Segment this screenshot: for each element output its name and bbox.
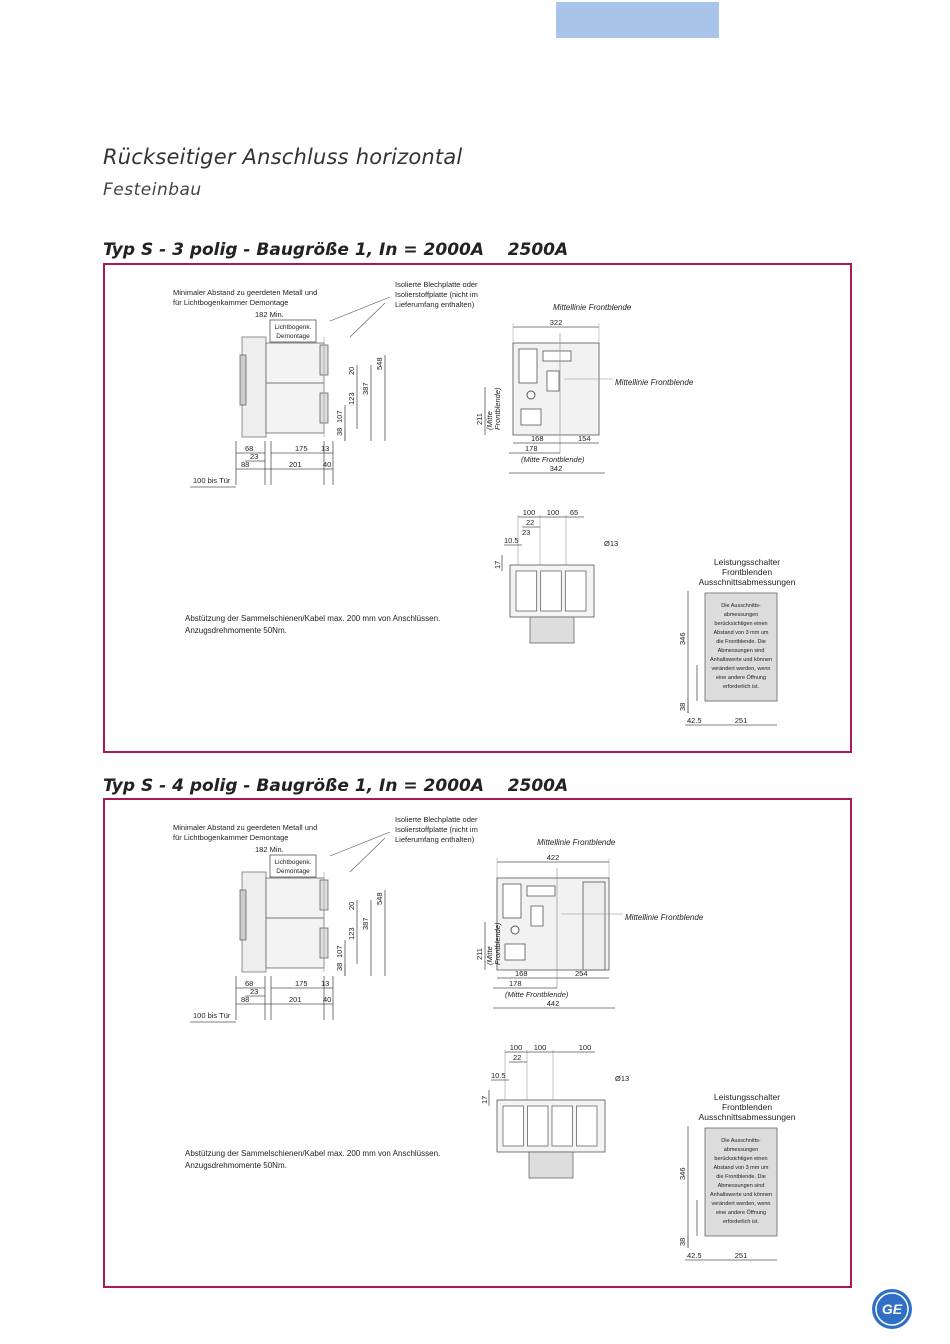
cutout-text: verändert werden, wenn — [711, 1201, 771, 1207]
cutout-title: Ausschnittsabmessungen — [698, 577, 796, 587]
dimension-label: 100 — [509, 1043, 523, 1052]
rear-terminal — [541, 571, 562, 611]
dimension-line — [330, 297, 390, 321]
dimension-label: 42.5 — [687, 1251, 702, 1260]
dimension-label: 42.5 — [687, 716, 702, 725]
cutout-text: berücksichtigen einen — [714, 621, 768, 627]
dimension-label: 548 — [375, 357, 384, 370]
dimension-label: 251 — [734, 1251, 748, 1260]
dimension-label: Ø13 — [615, 1074, 630, 1083]
dimension-label: 38 — [678, 1237, 687, 1246]
plate-note: Isolierte Blechplatte oder — [395, 280, 478, 289]
dimension-label: Frontblende) — [493, 922, 502, 965]
dimension-label: Lichtbogenk. — [274, 324, 312, 331]
cutout-text: verändert werden, wenn — [711, 666, 771, 672]
breaker-side-body — [266, 343, 324, 433]
cutout-text: die Frontblende. Die — [716, 639, 766, 645]
cutout-text: abmessungen — [723, 1147, 759, 1153]
rear-terminal — [528, 1106, 549, 1146]
dimension-label: 107 — [335, 410, 344, 423]
dimension-label: 387 — [361, 917, 370, 930]
dimension-label: 342 — [549, 464, 563, 473]
dimension-label: 107 — [335, 945, 344, 958]
front-switch — [531, 906, 543, 926]
dimension-label: 100 — [522, 508, 536, 517]
page-subtitle: Festeinbau — [103, 180, 202, 200]
dimension-label: 178 — [525, 444, 538, 453]
dimension-label: 17 — [480, 1095, 489, 1104]
front-display — [503, 884, 521, 918]
cutout-title: Frontblenden — [721, 1102, 773, 1112]
dimension-label: 13 — [321, 979, 330, 988]
front-fourth-pole — [583, 882, 605, 970]
dimension-label: 211 — [475, 413, 484, 425]
dimension-label: 182 Min. — [255, 845, 284, 854]
dimension-label: Frontblende) — [493, 387, 502, 430]
dimension-label: 548 — [375, 892, 384, 905]
plate-note: Isolierstoffplatte (nicht im — [395, 290, 478, 299]
front-button-row — [543, 351, 571, 361]
dimension-label: 38 — [678, 702, 687, 711]
dimension-label: 100 — [533, 1043, 547, 1052]
plate-note: Isolierte Blechplatte oder — [395, 815, 478, 824]
dimension-line — [350, 303, 385, 337]
dimension-label: 88 — [241, 460, 250, 469]
cutout-text: erforderlich ist. — [722, 684, 760, 690]
dimension-label: 88 — [241, 995, 250, 1004]
dimension-label: (Mitte — [485, 411, 494, 430]
breaker-side-handle — [240, 355, 246, 405]
cutout-text: Abstand von 3 mm um — [713, 1165, 769, 1171]
cutout-text: Anhaltswerte und können — [709, 657, 773, 663]
dimension-label: 38 — [335, 962, 344, 971]
dimension-label: 211 — [475, 948, 484, 960]
rear-base — [529, 1152, 573, 1178]
rear-terminal — [577, 1106, 598, 1146]
dimension-label: 251 — [734, 716, 748, 725]
cutout-text: erforderlich ist. — [722, 1219, 760, 1225]
section-title-3pole: Typ S - 3 polig - Baugröße 1, In = 2000A 2500A — [103, 240, 569, 260]
dimension-label: 100 — [546, 508, 560, 517]
cutout-title: Leistungsschalter — [713, 1092, 781, 1102]
cutout-text: Die Ausschnitts- — [721, 603, 761, 609]
cutout-text: Abmessungen sind — [717, 648, 765, 654]
front-view-title: Mittellinie Frontblende — [537, 838, 616, 847]
plate-note: Lieferumfang enthalten) — [395, 300, 475, 309]
side-note: Minimaler Abstand zu geerdeten Metall und — [173, 288, 318, 297]
dimension-label: 65 — [569, 508, 579, 517]
rear-terminal — [503, 1106, 524, 1146]
dimension-label: 20 — [347, 366, 356, 375]
breaker-side-handle — [240, 890, 246, 940]
dimension-label: Ø13 — [604, 539, 619, 548]
dimension-label: 175 — [295, 444, 308, 453]
dimension-label: (Mitte — [485, 946, 494, 965]
logo-text: GE — [881, 1301, 903, 1317]
page-title: Rückseitiger Anschluss horizontal — [103, 145, 463, 169]
side-note: Minimaler Abstand zu geerdeten Metall und — [173, 823, 318, 832]
dimension-label: 123 — [347, 927, 356, 940]
dimension-label: 422 — [546, 853, 560, 862]
front-knob — [511, 926, 519, 934]
dimension-label: 68 — [245, 979, 254, 988]
rear-terminal — [516, 571, 537, 611]
side-note: für Lichtbogenkammer Demontage — [173, 298, 289, 307]
front-knob — [527, 391, 535, 399]
dimension-label: 168 — [515, 969, 528, 978]
cutout-text: Die Ausschnitts- — [721, 1138, 761, 1144]
door-label: 100 bis Tür — [193, 476, 231, 485]
dimension-label: 40 — [323, 995, 332, 1004]
front-switch — [547, 371, 559, 391]
dimension-label: (Mitte Frontblende) — [521, 455, 585, 464]
centerline-label: Mittellinie Frontblende — [625, 913, 704, 922]
dimension-label: Demontage — [276, 333, 310, 340]
dimension-label: 22 — [513, 1053, 522, 1062]
centerline-label: Mittellinie Frontblende — [615, 378, 694, 387]
cutout-text: Anhaltswerte und können — [709, 1192, 773, 1198]
dimension-line — [350, 838, 385, 872]
dimension-label: 182 Min. — [255, 310, 284, 319]
front-plate — [521, 409, 541, 425]
front-view-title: Mittellinie Frontblende — [553, 303, 632, 312]
cutout-text: Abstand von 3 mm um — [713, 630, 769, 636]
side-note: für Lichtbogenkammer Demontage — [173, 833, 289, 842]
dimension-label: 178 — [509, 979, 522, 988]
dimension-label: 123 — [347, 392, 356, 405]
dimension-label: 38 — [335, 427, 344, 436]
dimension-label: 346 — [678, 632, 687, 645]
cutout-title: Ausschnittsabmessungen — [698, 1112, 796, 1122]
torque-note: Anzugsdrehmomente 50Nm. — [185, 626, 287, 635]
dimension-label: 23 — [522, 528, 531, 537]
dimension-label: 442 — [546, 999, 560, 1008]
dimension-label: 17 — [493, 560, 502, 569]
rear-terminal — [552, 1106, 573, 1146]
drawing-frame-4pole — [103, 798, 852, 1288]
header-tab — [556, 2, 719, 38]
cutout-text: Abmessungen sind — [717, 1183, 765, 1189]
dimension-label: 254 — [575, 969, 588, 978]
dimension-label: 346 — [678, 1167, 687, 1180]
dimension-label: 168 — [531, 434, 544, 443]
dimension-label: Demontage — [276, 868, 310, 875]
ge-logo-icon — [870, 1287, 914, 1331]
breaker-side-body — [266, 878, 324, 968]
dimension-label: Lichtbogenk. — [274, 859, 312, 866]
dimension-label: 23 — [250, 452, 259, 461]
cutout-text: abmessungen — [723, 612, 759, 618]
dimension-line — [330, 832, 390, 856]
cutout-text: eine andere Öffnung — [715, 1210, 767, 1216]
torque-note: Anzugsdrehmomente 50Nm. — [185, 1161, 287, 1170]
plate-note: Lieferumfang enthalten) — [395, 835, 475, 844]
cutout-title: Frontblenden — [721, 567, 773, 577]
rear-base — [530, 617, 574, 643]
front-display — [519, 349, 537, 383]
dimension-label: 22 — [526, 518, 535, 527]
dimension-label: 322 — [549, 318, 563, 327]
front-button-row — [527, 886, 555, 896]
dimension-label: 40 — [323, 460, 332, 469]
cutout-text: eine andere Öffnung — [715, 675, 767, 681]
door-label: 100 bis Tür — [193, 1011, 231, 1020]
support-note: Abstützung der Sammelschienen/Kabel max. 200 mm von Anschlüssen. — [185, 614, 441, 623]
dimension-label: (Mitte Frontblende) — [505, 990, 569, 999]
support-note: Abstützung der Sammelschienen/Kabel max. 200 mm von Anschlüssen. — [185, 1149, 441, 1158]
dimension-label: 23 — [250, 987, 259, 996]
section-title-4pole: Typ S - 4 polig - Baugröße 1, In = 2000A 2500A — [103, 776, 569, 796]
cutout-text: berücksichtigen einen — [714, 1156, 768, 1162]
front-plate — [505, 944, 525, 960]
dimension-label: 154 — [578, 434, 591, 443]
dimension-label: 201 — [289, 995, 302, 1004]
drawing-frame-3pole — [103, 263, 852, 753]
drawing-svg — [105, 800, 850, 1286]
dimension-label: 201 — [289, 460, 302, 469]
dimension-label: 175 — [295, 979, 308, 988]
dimension-label: 20 — [347, 901, 356, 910]
dimension-label: 100 — [578, 1043, 592, 1052]
dimension-label: 387 — [361, 382, 370, 395]
cutout-title: Leistungsschalter — [713, 557, 781, 567]
dimension-label: 10.5 — [504, 536, 519, 545]
plate-note: Isolierstoffplatte (nicht im — [395, 825, 478, 834]
dimension-label: 13 — [321, 444, 330, 453]
dimension-label: 10.5 — [491, 1071, 506, 1080]
cutout-text: die Frontblende. Die — [716, 1174, 766, 1180]
rear-terminal — [565, 571, 586, 611]
drawing-svg — [105, 265, 850, 751]
dimension-label: 68 — [245, 444, 254, 453]
